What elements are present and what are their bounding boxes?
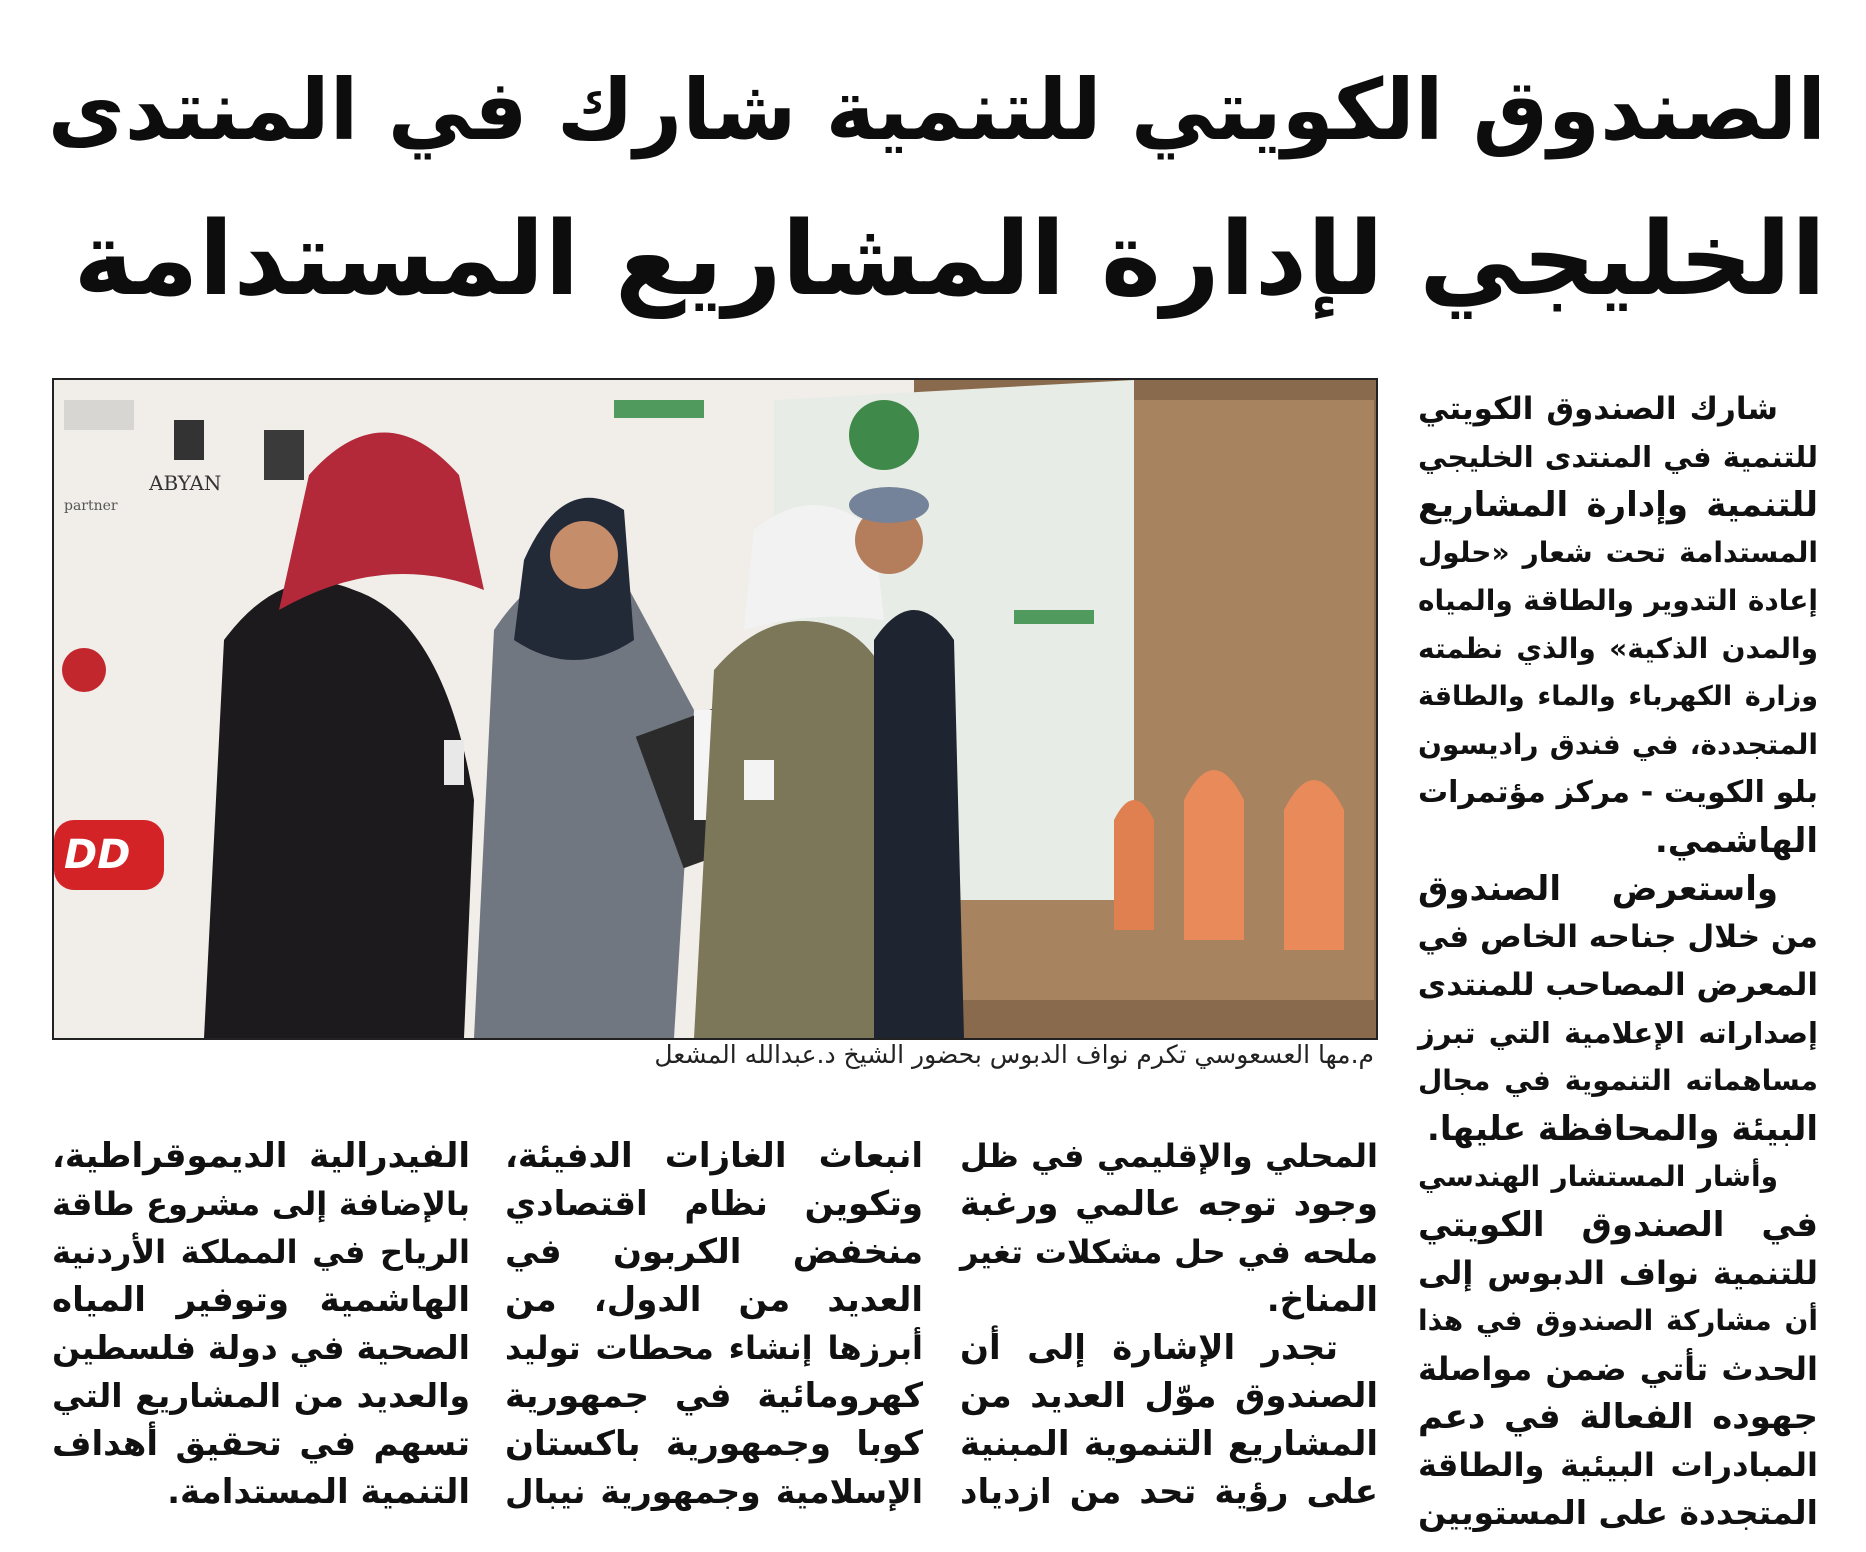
side-line: جهوده الفعالة في دعم: [1418, 1397, 1818, 1437]
event-photo: [52, 378, 1378, 1040]
col3-line: الفيدرالية الديموقراطية،: [52, 1136, 470, 1176]
side-line: للتنمية نواف الدبوس إلى: [1418, 1254, 1818, 1292]
side-line: الحدث تأتي ضمن مواصلة: [1418, 1350, 1818, 1388]
logo-dd: DD: [64, 832, 131, 878]
side-line: في الصندوق الكويتي: [1418, 1205, 1818, 1245]
col3-line: بالإضافة إلى مشروع طاقة: [52, 1185, 470, 1223]
col3-line: والعديد من المشاريع التي: [52, 1376, 470, 1415]
col1-line: المشاريع التنموية المبنية: [960, 1424, 1378, 1464]
side-line: مساهماته التنموية في مجال: [1418, 1064, 1818, 1097]
side-line: شارك الصندوق الكويتي: [1418, 391, 1778, 427]
col1-line: ملحه في حل مشكلات تغير: [960, 1233, 1378, 1271]
side-line: وزارة الكهرباء والماء والطاقة: [1418, 681, 1818, 712]
col3-line: الهاشمية وتوفير المياه: [52, 1280, 470, 1320]
col1-line: وجود توجه عالمي ورغبة: [960, 1184, 1378, 1224]
headline-line-2: الخليجي لإدارة المشاريع المستدامة: [73, 200, 1826, 319]
side-line: والمدن الذكية» والذي نظمته: [1418, 632, 1818, 665]
bottom-column-3: [52, 1132, 470, 1516]
side-line: للتنمية في المنتدى الخليجي: [1418, 440, 1818, 474]
col1-line: المحلي والإقليمي في ظل: [960, 1137, 1378, 1175]
col3-line: الرياح في المملكة الأردنية: [52, 1233, 470, 1271]
col1-line: الصندوق موّل العديد من: [960, 1376, 1378, 1416]
side-line: إعادة التدوير والطاقة والمياه: [1418, 584, 1818, 617]
col1-line: تجدر الإشارة إلى أن: [960, 1328, 1338, 1368]
headline-line-1: الصندوق الكويتي للتنمية شارك في المنتدى: [47, 61, 1826, 159]
logo-abyan: ABYAN: [149, 471, 222, 495]
side-line: من خلال جناحه الخاص في: [1417, 919, 1818, 955]
col3-line: تسهم في تحقيق أهداف: [52, 1424, 470, 1464]
side-line: أن مشاركة الصندوق في هذا: [1418, 1304, 1818, 1337]
col1-line: المناخ.: [1266, 1280, 1378, 1320]
photo-caption: م.مها العسعوسي تكرم نواف الدبوس بحضور الشيخ د.عبدالله المشعل: [654, 1040, 1374, 1069]
col2-line: كهرومائية في جمهورية: [505, 1376, 923, 1416]
col2-line: العديد من الدول، من: [505, 1280, 923, 1320]
side-line: البيئة والمحافظة عليها.: [1426, 1109, 1818, 1149]
col2-line: منخفض الكربون في: [505, 1232, 923, 1272]
col2-line: وتكوين نظام اقتصادي: [505, 1184, 923, 1224]
side-line: المتجددة، في فندق راديسون: [1418, 728, 1818, 761]
side-line: الهاشمي.: [1654, 821, 1818, 861]
side-line: وأشار المستشار الهندسي: [1418, 1160, 1778, 1193]
col2-line: انبعاث الغازات الدفيئة،: [505, 1136, 923, 1176]
col2-line: أبرزها إنشاء محطات توليد: [505, 1329, 923, 1367]
side-line: للتنمية وإدارة المشاريع: [1418, 485, 1818, 525]
logo-partner: partner: [64, 498, 118, 514]
side-line: المعرض المصاحب للمنتدى: [1417, 967, 1818, 1003]
col2-line: الإسلامية وجمهورية نيبال: [505, 1472, 923, 1511]
col1-line: على رؤية تحد من ازدياد: [960, 1472, 1378, 1512]
headline: [40, 35, 1826, 335]
side-line: واستعرض الصندوق: [1418, 869, 1778, 909]
col3-line: الصحية في دولة فلسطين: [52, 1328, 470, 1367]
side-line: المتجددة على المستويين: [1417, 1493, 1818, 1532]
side-column: [1418, 385, 1818, 1537]
side-line: إصداراته الإعلامية التي تبرز: [1418, 1016, 1818, 1050]
side-line: المستدامة تحت شعار «حلول: [1418, 536, 1818, 569]
bottom-column-2: [505, 1132, 923, 1516]
side-line: بلو الكويت - مركز مؤتمرات: [1418, 775, 1818, 810]
col2-line: كوبا وجمهورية باكستان: [505, 1424, 923, 1464]
side-line: المبادرات البيئية والطاقة: [1418, 1446, 1818, 1484]
bottom-column-1: [960, 1132, 1378, 1516]
col3-line: التنمية المستدامة.: [167, 1472, 470, 1512]
